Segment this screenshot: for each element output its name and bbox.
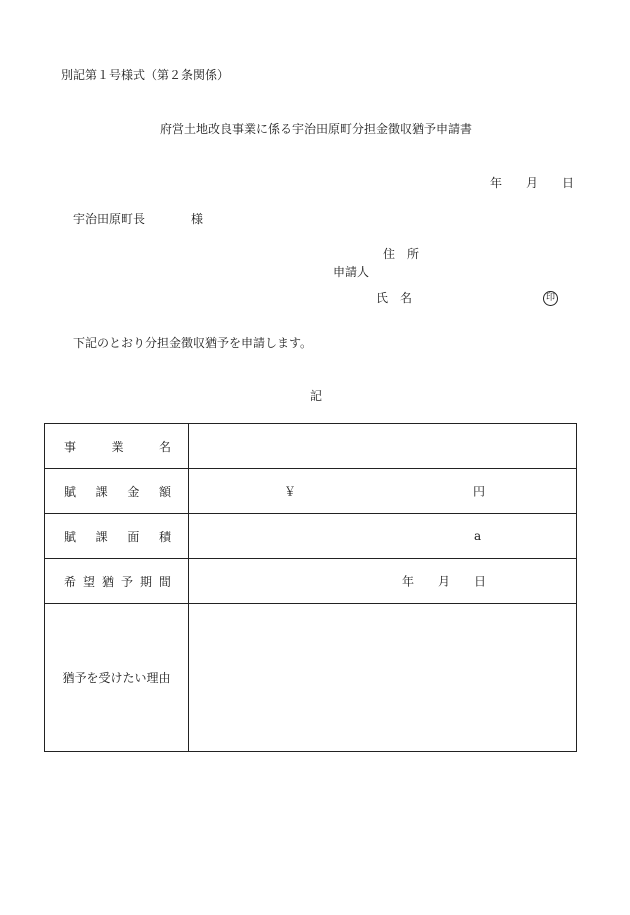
label-char: 事 — [64, 439, 77, 454]
label-char: 予 — [120, 574, 133, 589]
label-char: 間 — [158, 574, 171, 589]
ki-heading: 記 — [310, 389, 323, 403]
label-char: 希 — [64, 574, 77, 589]
label-char: 名 — [158, 439, 171, 454]
date-day-label: 日 — [562, 176, 575, 190]
label-project-name — [45, 424, 189, 469]
addressee-honorific: 様 — [191, 212, 204, 226]
name-label: 氏 名 — [376, 291, 413, 305]
label-char: 面 — [127, 529, 140, 544]
area-unit: a — [474, 529, 482, 543]
table-row-assessment-amount — [45, 469, 577, 514]
applicant-label: 申請人 — [333, 265, 370, 279]
label-char: 積 — [158, 529, 171, 544]
field-project-name[interactable] — [189, 424, 577, 469]
address-label: 住 所 — [383, 247, 420, 261]
label-char: 金 — [127, 484, 140, 499]
period-day-label: 日 — [474, 574, 487, 589]
label-char: 業 — [111, 439, 124, 454]
field-assessment-area[interactable] — [189, 514, 577, 559]
addressee-name: 宇治田原町長 — [73, 212, 146, 226]
yen-unit: 円 — [473, 484, 486, 499]
field-deferral-reason[interactable] — [189, 604, 577, 752]
deferral-reason-label: 猶予を受けたい理由 — [62, 671, 171, 685]
label-char: 望 — [82, 574, 95, 589]
seal-mark: 印 — [543, 291, 558, 306]
period-year-label: 年 — [402, 574, 415, 589]
label-char: 賦 — [64, 484, 77, 499]
label-char: 課 — [95, 529, 108, 544]
statement: 下記のとおり分担金徴収猶予を申請します。 — [73, 336, 313, 350]
label-assessment-area — [45, 514, 189, 559]
label-assessment-amount — [45, 469, 189, 514]
table-row-deferral-reason — [45, 604, 577, 752]
document-title: 府営土地改良事業に係る宇治田原町分担金徴収猶予申請書 — [160, 122, 473, 136]
label-char: 期 — [139, 574, 152, 589]
table-row-project-name — [45, 424, 577, 469]
date-month-label: 月 — [526, 176, 539, 190]
yen-symbol: ￥ — [284, 484, 297, 499]
period-month-label: 月 — [438, 574, 451, 589]
table-row-assessment-area — [45, 514, 577, 559]
date-year-label: 年 — [490, 176, 503, 190]
field-assessment-amount[interactable] — [189, 469, 577, 514]
label-char: 額 — [158, 484, 171, 499]
application-table — [44, 423, 577, 752]
label-deferral-period — [45, 559, 189, 604]
label-char: 猶 — [101, 574, 114, 589]
label-char: 課 — [95, 484, 108, 499]
label-deferral-reason — [45, 604, 189, 752]
table-row-deferral-period — [45, 559, 577, 604]
form-number: 別記第１号様式（第２条関係） — [61, 68, 230, 82]
label-char: 賦 — [64, 529, 77, 544]
field-deferral-period[interactable] — [189, 559, 577, 604]
